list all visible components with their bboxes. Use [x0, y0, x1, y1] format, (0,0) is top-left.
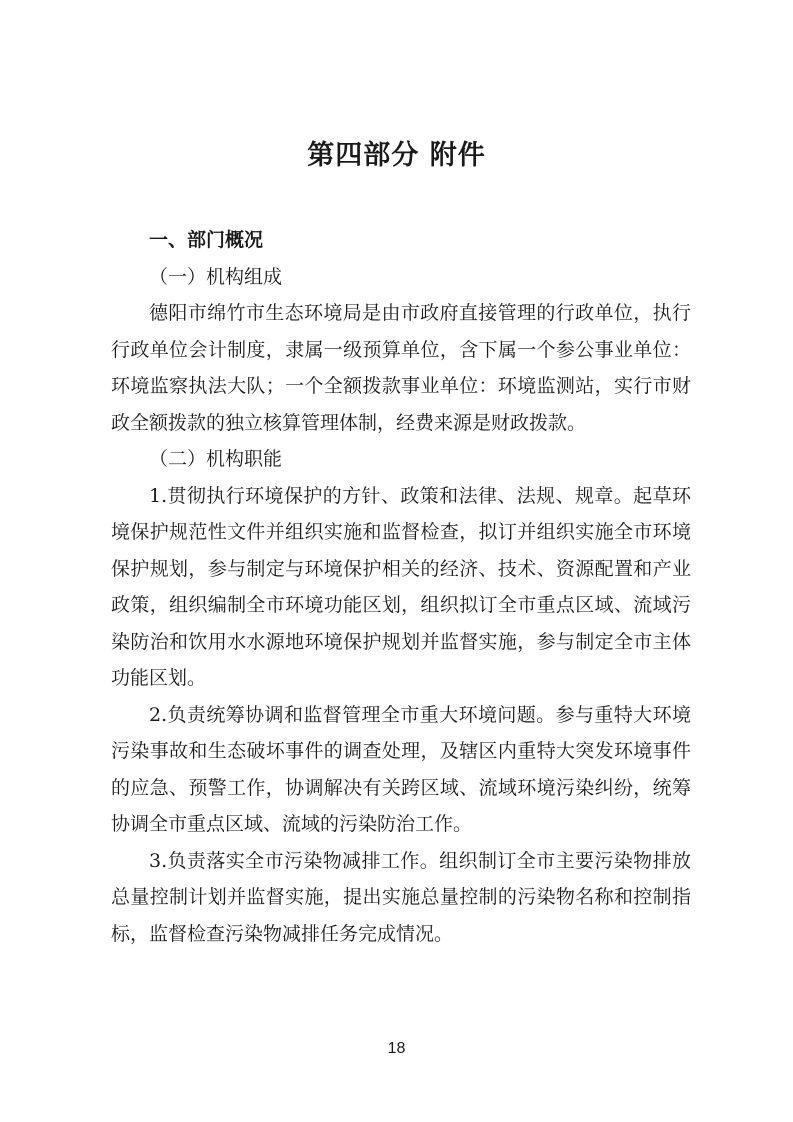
page-number: 18 [387, 1040, 406, 1057]
paragraph-duty-3: 3.负责落实全市污染物减排工作。组织制订全市主要污染物排放总量控制计划并监督实施，提出实施总量控制的污染物名称和控制指标，监督检查污染物减排任务完成情况。 [111, 849, 691, 945]
subsection-heading-composition: （一）机构组成 [149, 265, 283, 288]
paragraph-duty-2: 2.负责统筹协调和监督管理全市重大环境问题。参与重特大环境污染事故和生态破坏事件的调查处理，及辖区内重特大突发环境事件的应急、预警工作，协调解决有关跨区域、流域环境污染纠纷，统筹协调全市重点区域、流域的污染防治工作。 [111, 703, 691, 835]
document-title: 第四部分 附件 [307, 140, 486, 171]
subsection-heading-functions: （二）机构职能 [149, 448, 283, 470]
paragraph-duty-1: 1.贯彻执行环境保护的方针、政策和法律、法规、规章。起草环境保护规范性文件并组织实施和监督检查，拟订并组织实施全市环境保护规划，参与制定与环境保护相关的经济、技术、资源配置和产业政策，组织编制全市环境功能区划，组织拟订全市重点区域、流域污染防治和饮用水水源地环境保护规划并监督实施，参与制定全市主体功能区划。 [111, 484, 691, 689]
paragraph-composition: 德阳市绵竹市生态环境局是由市政府直接管理的行政单位，执行行政单位会计制度，隶属一级预算单位，含下属一个参公事业单位：环境监察执法大队；一个全额拨款事业单位：环境监测站，实行市财政全额拨款的独立核算管理体制，经费来源是财政拨款。 [111, 302, 691, 434]
section-heading-overview: 一、部门概况 [149, 229, 264, 251]
document-body [111, 222, 691, 952]
